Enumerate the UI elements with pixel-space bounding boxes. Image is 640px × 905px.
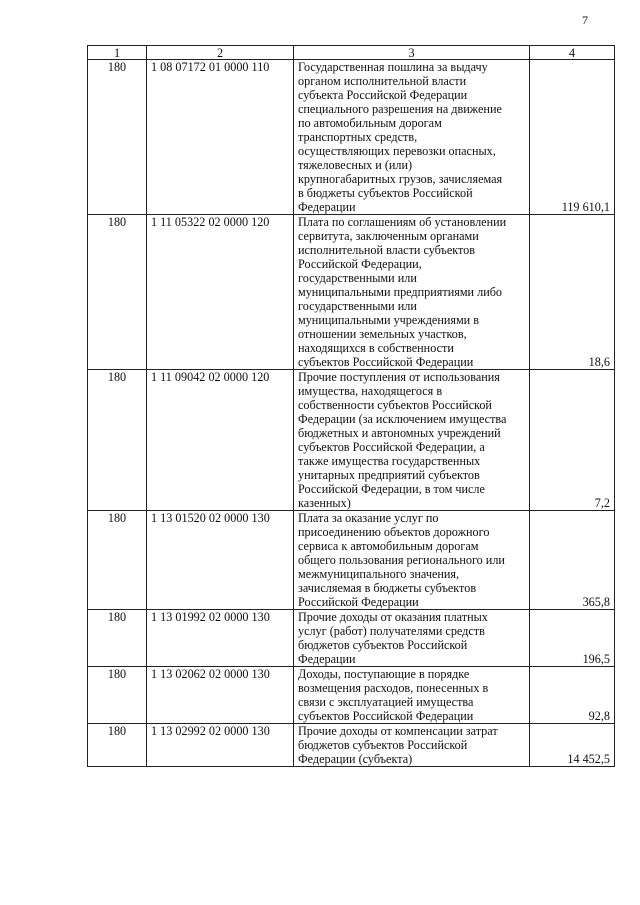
revenue-table xyxy=(87,45,615,767)
table-header-row xyxy=(88,46,615,60)
revenue-name-line: органом исполнительной власти xyxy=(298,74,467,88)
amount-cell: 365,8 xyxy=(530,511,615,610)
table-row xyxy=(88,215,615,370)
revenue-name-line: субъектов Российской Федерации, а xyxy=(298,440,485,454)
revenue-name-line: Прочие доходы от оказания платных xyxy=(298,610,488,624)
revenue-name-line: межмуниципального значения, xyxy=(298,567,460,581)
amount-cell: 14 452,5 xyxy=(530,724,615,767)
amount-cell: 196,5 xyxy=(530,610,615,667)
table-row xyxy=(88,724,615,767)
revenue-name-line: сервиса к автомобильным дорогам xyxy=(298,539,479,553)
admin-code-cell: 180 xyxy=(88,724,147,767)
table-row xyxy=(88,610,615,667)
page-number: 7 xyxy=(582,13,588,27)
table-row xyxy=(88,370,615,511)
revenue-name-line: субъектов Российской Федерации xyxy=(298,709,474,723)
revenue-name-line: бюджетных и автономных учреждений xyxy=(298,426,501,440)
revenue-name-line: специального разрешения на движение xyxy=(298,102,502,116)
revenue-name-line: присоединению объектов дорожного xyxy=(298,525,490,539)
revenue-name-line: бюджетов субъектов Российской xyxy=(298,738,468,752)
revenue-name-cell xyxy=(294,370,530,511)
admin-code-cell: 180 xyxy=(88,215,147,370)
revenue-name-line: услуг (работ) получателями средств xyxy=(298,624,485,638)
admin-code-cell: 180 xyxy=(88,667,147,724)
revenue-name-line: Государственная пошлина за выдачу xyxy=(298,60,488,74)
revenue-name-line: осуществляющих перевозки опасных, xyxy=(298,144,496,158)
revenue-name-line: по автомобильным дорогам xyxy=(298,116,442,130)
budget-classification-code-cell: 1 13 02992 02 0000 130 xyxy=(147,724,294,767)
amount-cell: 18,6 xyxy=(530,215,615,370)
revenue-name-cell xyxy=(294,511,530,610)
amount-cell: 7,2 xyxy=(530,370,615,511)
budget-classification-code-cell: 1 13 01520 02 0000 130 xyxy=(147,511,294,610)
table-row xyxy=(88,60,615,215)
revenue-name-line: муниципальными учреждениями в xyxy=(298,313,480,327)
revenue-name-line: тяжеловесных и (или) xyxy=(298,158,413,172)
header-cell: 1 xyxy=(88,46,147,60)
budget-classification-code-cell: 1 11 05322 02 0000 120 xyxy=(147,215,294,370)
revenue-name-line: Российской Федерации, xyxy=(298,257,422,271)
revenue-name-line: казенных) xyxy=(298,496,351,510)
revenue-name-line: государственными или xyxy=(298,271,417,285)
revenue-name-line: общего пользования регионального или xyxy=(298,553,505,567)
revenue-name-line: субъекта Российской Федерации xyxy=(298,88,468,102)
revenue-name-cell xyxy=(294,60,530,215)
revenue-name-line: возмещения расходов, понесенных в xyxy=(298,681,489,695)
revenue-name-cell xyxy=(294,667,530,724)
table-row xyxy=(88,511,615,610)
revenue-name-line: Федерации (субъекта) xyxy=(298,752,413,766)
revenue-name-line: Плата по соглашениям об установлении xyxy=(298,215,507,229)
revenue-name-line: находящихся в собственности xyxy=(298,341,454,355)
revenue-name-line: Федерации (за исключением имущества xyxy=(298,412,507,426)
header-cell: 4 xyxy=(530,46,615,60)
revenue-name-line: отношении земельных участков, xyxy=(298,327,467,341)
revenue-name-line: крупногабаритных грузов, зачисляемая xyxy=(298,172,503,186)
revenue-name-line: исполнительной власти субъектов xyxy=(298,243,476,257)
revenue-name-line: Плата за оказание услуг по xyxy=(298,511,439,525)
amount-cell: 92,8 xyxy=(530,667,615,724)
revenue-name-line: унитарных предприятий субъектов xyxy=(298,468,480,482)
revenue-name-line: в бюджеты субъектов Российской xyxy=(298,186,473,200)
revenue-name-line: зачисляемая в бюджеты субъектов xyxy=(298,581,477,595)
revenue-name-line: Прочие доходы от компенсации затрат xyxy=(298,724,498,738)
revenue-name-line: также имущества государственных xyxy=(298,454,481,468)
table-row xyxy=(88,667,615,724)
revenue-name-line: имущества, находящегося в xyxy=(298,384,443,398)
revenue-name-line: связи с эксплуатацией имущества xyxy=(298,695,474,709)
revenue-name-line: сервитута, заключенным органами xyxy=(298,229,479,243)
revenue-name-line: Прочие поступления от использования xyxy=(298,370,500,384)
budget-classification-code-cell: 1 11 09042 02 0000 120 xyxy=(147,370,294,511)
revenue-name-line: Федерации xyxy=(298,652,356,666)
revenue-name-line: бюджетов субъектов Российской xyxy=(298,638,468,652)
revenue-name-line: Доходы, поступающие в порядке xyxy=(298,667,470,681)
revenue-name-line: Российской Федерации, в том числе xyxy=(298,482,485,496)
budget-classification-code-cell: 1 13 01992 02 0000 130 xyxy=(147,610,294,667)
budget-classification-code-cell: 1 08 07172 01 0000 110 xyxy=(147,60,294,215)
budget-classification-code-cell: 1 13 02062 02 0000 130 xyxy=(147,667,294,724)
admin-code-cell: 180 xyxy=(88,60,147,215)
revenue-name-line: муниципальными предприятиями либо xyxy=(298,285,503,299)
revenue-name-cell xyxy=(294,610,530,667)
amount-cell: 119 610,1 xyxy=(530,60,615,215)
revenue-name-line: субъектов Российской Федерации xyxy=(298,355,474,369)
revenue-name-cell xyxy=(294,215,530,370)
header-cell: 3 xyxy=(294,46,530,60)
revenue-name-line: транспортных средств, xyxy=(298,130,418,144)
admin-code-cell: 180 xyxy=(88,610,147,667)
revenue-name-line: Федерации xyxy=(298,200,356,214)
header-cell: 2 xyxy=(147,46,294,60)
revenue-name-line: собственности субъектов Российской xyxy=(298,398,492,412)
admin-code-cell: 180 xyxy=(88,370,147,511)
revenue-name-line: государственными или xyxy=(298,299,417,313)
revenue-name-cell xyxy=(294,724,530,767)
revenue-name-line: Российской Федерации xyxy=(298,595,419,609)
admin-code-cell: 180 xyxy=(88,511,147,610)
